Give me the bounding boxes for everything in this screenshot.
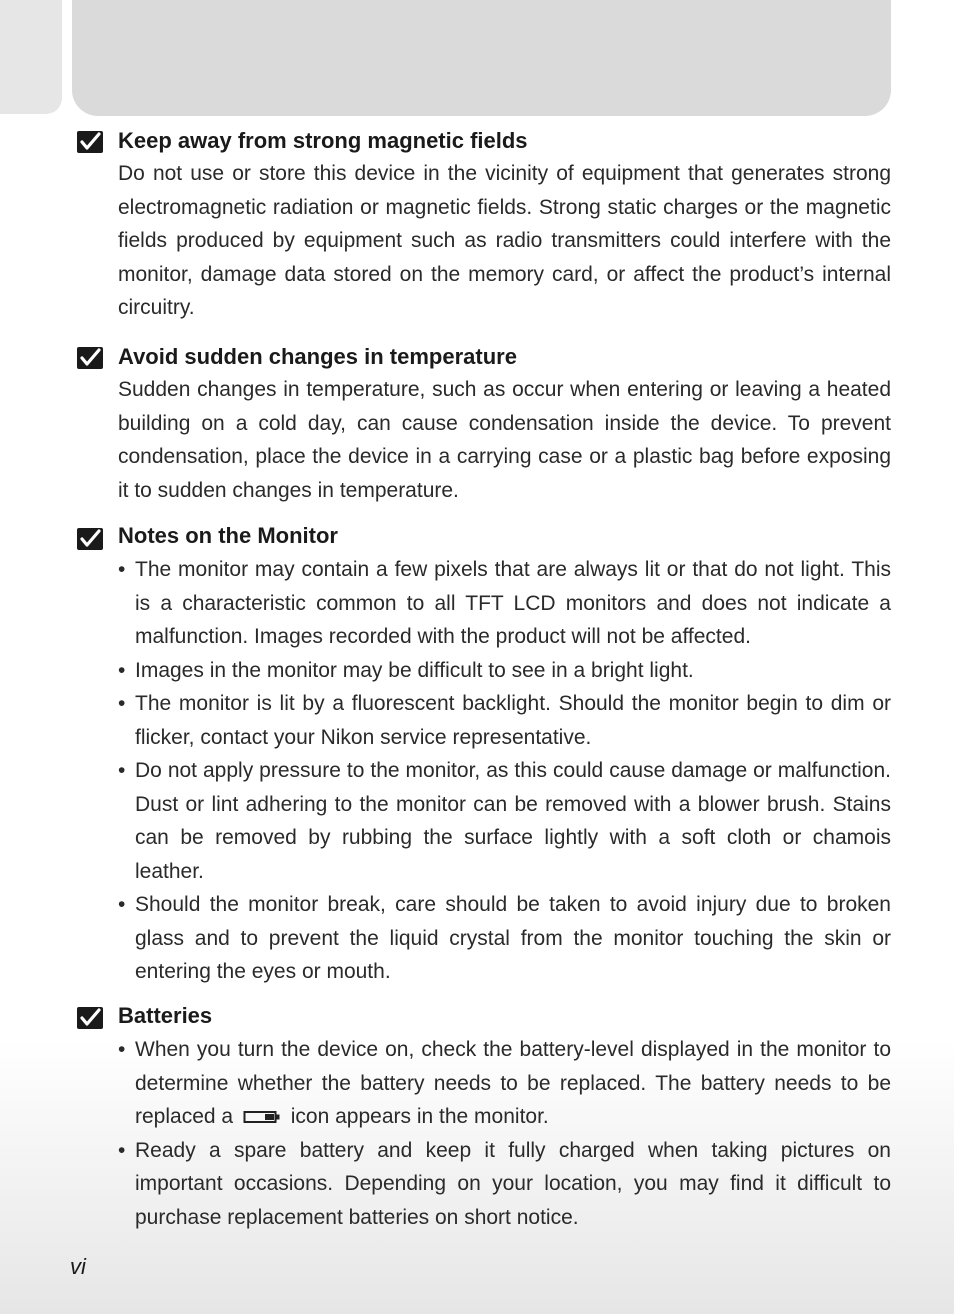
battery-text-part2: icon appears in the monitor. xyxy=(290,1105,549,1128)
monitor-notes-list xyxy=(118,553,891,989)
check-mark-icon xyxy=(77,528,103,550)
header-band xyxy=(72,0,891,116)
list-item: • Ready a spare battery and keep it fully charged when taking pictures on important occasions. Depending on your location, you may find it difficult to purchase replacement batteries on short notice. xyxy=(118,1134,891,1235)
page-corner-tab xyxy=(0,0,62,114)
section-body-temperature: Sudden changes in temperature, such as occur when entering or leaving a heated building on a cold day, can cause condensation inside the device. To prevent condensation, place the device in a carrying case or a plastic bag before exposing it to sudden changes in temperature. xyxy=(118,378,891,502)
section-title-temperature: Avoid sudden changes in temperature xyxy=(118,344,517,369)
page-number: vi xyxy=(70,1254,86,1279)
check-mark-icon xyxy=(77,131,103,153)
section-title-monitor: Notes on the Monitor xyxy=(118,523,338,548)
list-item: • The monitor is lit by a fluorescent backlight. Should the monitor begin to dim or flicker, contact your Nikon service representative. xyxy=(118,687,891,754)
section-title-magnetic: Keep away from strong magnetic fields xyxy=(118,128,528,153)
list-item: • Should the monitor break, care should be taken to avoid injury due to broken glass and to prevent the liquid crystal from the monitor touching the skin or entering the eyes or mouth. xyxy=(118,888,891,989)
list-item: • The monitor may contain a few pixels that are always lit or that do not light. This is a characteristic common to all TFT LCD monitors and does not indicate a malfunction. Images recorded with the product will not be affected. xyxy=(118,553,891,654)
check-mark-icon xyxy=(77,347,103,369)
battery-low-icon xyxy=(243,1110,281,1124)
list-item xyxy=(118,1033,891,1134)
section-body-magnetic: Do not use or store this device in the vicinity of equipment that generates strong electromagnetic radiation or magnetic fields. Strong static charges or the magnetic fields produced by equipment such as radio transmitters could interfere with the monitor, damage data stored on the memory card, or affect the product’s internal circuitry. xyxy=(118,162,891,319)
section-title-batteries: Batteries xyxy=(118,1003,213,1028)
check-mark-icon xyxy=(77,1007,103,1029)
list-item: • Images in the monitor may be difficult to see in a bright light. xyxy=(118,654,891,688)
list-item: • Do not apply pressure to the monitor, as this could cause damage or malfunction. Dust or lint adhering to the monitor can be removed with a blower brush. Stains can be removed by rubbing the surface lightly with a soft cloth or chamois leather. xyxy=(118,754,891,888)
battery-text-part1: When you turn the device on, check the battery-level displayed in the monitor to determine whether the battery needs to be replaced. The battery needs to be replaced a xyxy=(135,1038,891,1128)
battery-notes-list xyxy=(118,1033,891,1234)
